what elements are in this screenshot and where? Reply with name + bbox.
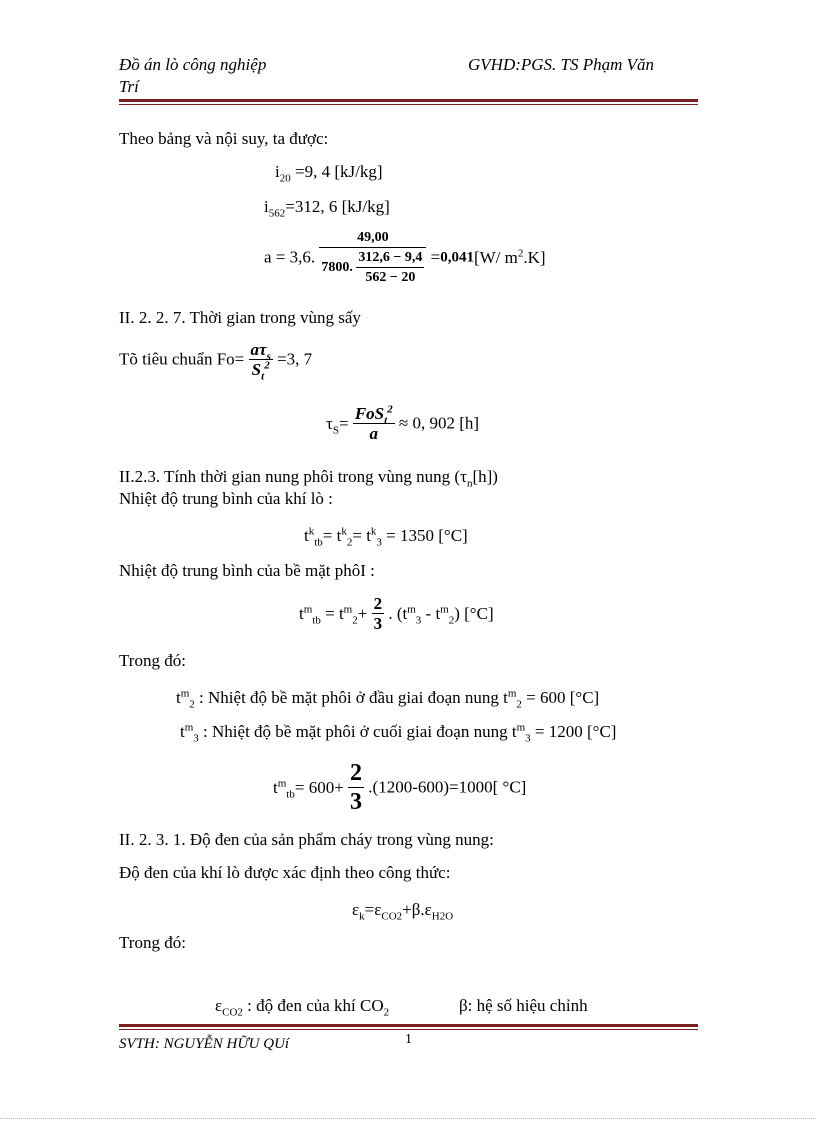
equation-tm-value: $t^m_{tb}= 600+$ $\frac{2}{3}$ .(1200-600)=1000[ °C] [273,760,527,815]
emissivity-text: Độ đen của khí lò được xác định theo công thức: [119,863,451,882]
definition-tm2: $t^m_2$ : Nhiệt độ bề mặt phôi ở đầu giai đoạn nung $t^m_2 = 600$ [°C] [176,687,600,711]
header-rule-thin [119,104,698,105]
equation-tm: $t^m_{tb} = t^m_2+$ $\frac{2}{3}$ . $(t^m_3 - t^m_2)$ [°C] [299,594,494,633]
equation-tk: $t^k_{tb}= t^k_2= t^k_3 = 1350$ [°C] [304,525,468,549]
section-2-3-heading: II.2.3. Tính thời gian nung phôi trong vùng nung $(\tau_n[h])$ [119,467,498,490]
definition-tm3: $t^m_3$ : Nhiệt độ bề mặt phôi ở cuối giai đoạn nung $t^m_3 = 1200$ [°C] [180,721,617,745]
footer-rule-thin [119,1029,698,1030]
equation-emissivity: $\varepsilon_k=\varepsilon_{CO2}+\beta.\varepsilon_{H2O}$ [352,900,454,923]
footer-student: SVTH: NGUYỄN HỮU QUí [119,1036,290,1052]
equation-i20: $i_{20} =9$, 4 [kJ/kg] [275,162,383,185]
section-2-3-1-heading: II. 2. 3. 1. Độ đen của sản phẩm cháy trong vùng nung: [119,830,494,849]
definition-beta: β: hệ số hiệu chỉnh [459,996,588,1015]
header-supervisor: GVHD:PGS. TS Phạm Văn [468,55,655,74]
where-label-2: Trong đó: [119,933,186,952]
equation-tau-s: $\tau_S=$ $\frac{FoS_t^2}{a}$ ≈ 0, 902 [h] [326,403,480,443]
fourier-criterion-line: Tõ tiêu chuẩn Fo= $\frac{a\tau_s}{S_t^2}$ =3, 7 [119,340,313,383]
page-number: 1 [405,1032,412,1047]
intro-text: Theo bảng và nội suy, ta được: [119,129,329,148]
alpha-fraction: 49,00 7800. $\frac{312,6 - 9,4}{562 - 20}$ [319,228,426,287]
header-rule-thick [119,99,698,102]
definition-eps-co2: $\varepsilon_{CO2}$ : độ đen của khí $CO_2$ [215,996,390,1019]
header-course-title: Đồ án lò công nghiệp [119,55,267,74]
footer-rule-thick [119,1024,698,1027]
kiln-gas-avg-label: Nhiệt độ trung bình của khí lò : [119,489,333,508]
surface-avg-label: Nhiệt độ trung bình của bề mặt phôI : [119,561,375,580]
equation-i562: $i_{562}=312$, 6 [kJ/kg] [264,197,390,220]
where-label-1: Trong đó: [119,651,186,670]
equation-alpha: a = 3,6. 49,00 7800. $\frac{312,6 - 9,4}{562 - 20}$ =0,041[W/ $m^2.K$] [264,230,546,285]
page-bottom-dotted-line [0,1118,816,1119]
header-course-title-wrap: Trí [119,77,139,96]
section-2-2-7-heading: II. 2. 2. 7. Thời gian trong vùng sấy [119,308,361,327]
